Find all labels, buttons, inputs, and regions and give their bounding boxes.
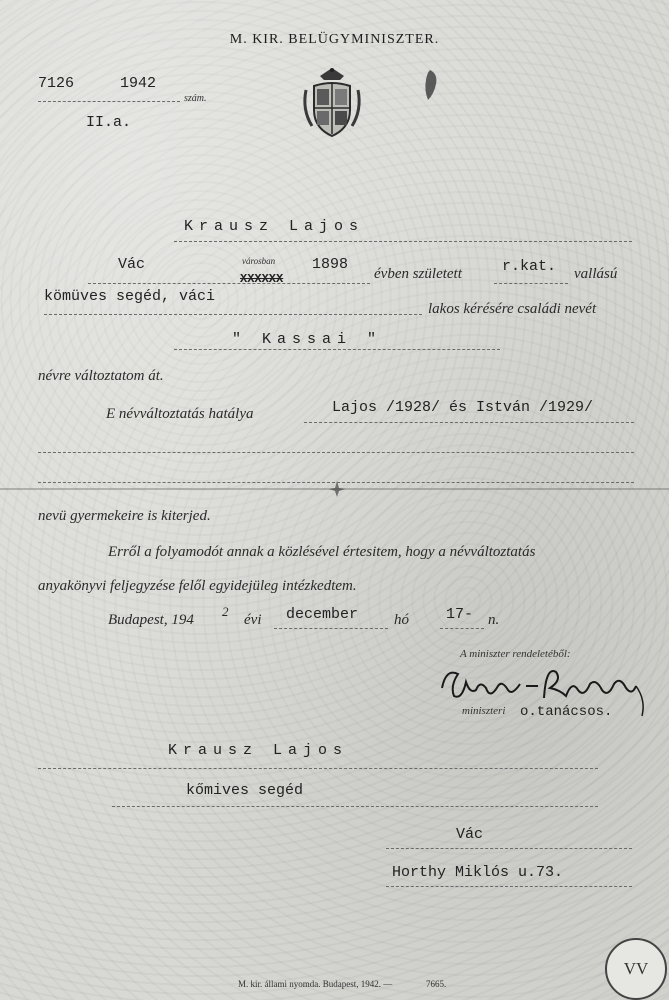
birth-place: Vác — [118, 256, 146, 273]
coat-of-arms-emblem — [300, 66, 364, 140]
evi-label: évi — [244, 612, 262, 628]
change-label: névre változtatom át. — [38, 368, 164, 384]
n-label: n. — [488, 612, 500, 628]
order-label: A miniszter rendeletéből: — [460, 648, 571, 660]
notice-line-1: Erről a folyamodót annak a közlésével értesitem, hogy a névváltoztatás — [108, 544, 536, 560]
religion: r.kat. — [502, 258, 557, 275]
archive-stamp-text: VV — [623, 959, 649, 978]
occupation-residence: kömüves segéd, váci — [44, 288, 216, 305]
date-city-prefix: Budapest, 194 — [108, 612, 194, 628]
children-names: Lajos /1928/ és István /1929/ — [332, 399, 594, 416]
birth-year: 1898 — [312, 256, 349, 273]
birth-line — [88, 283, 370, 284]
month-line — [274, 628, 388, 629]
address-name-line — [38, 768, 598, 769]
reference-year: 1942 — [120, 75, 157, 92]
ho-label: hó — [394, 612, 409, 628]
new-family-name: " Kassai " — [232, 331, 383, 348]
reference-line — [38, 101, 180, 102]
new-name-line — [174, 349, 500, 350]
religion-line — [494, 283, 568, 284]
signer-title: o.tanácsos. — [520, 704, 613, 720]
date-day: 17- — [446, 606, 474, 623]
address-name: Krausz Lajos — [168, 742, 349, 759]
date-month: december — [286, 606, 359, 623]
born-label: évben született — [374, 266, 462, 282]
occupation-line — [44, 314, 422, 315]
ministerial-label: miniszteri — [462, 705, 506, 717]
day-line — [440, 628, 484, 629]
children-line — [304, 422, 634, 423]
blank-line-1 — [38, 452, 634, 453]
children-extend-label: nevü gyermekeire is kiterjed. — [38, 508, 211, 524]
reference-number: 7126 — [38, 75, 75, 92]
address-street: Horthy Miklós u.73. — [392, 864, 564, 881]
applicant-name: Krausz Lajos — [184, 218, 365, 235]
address-occupation: kőmives segéd — [186, 782, 304, 799]
address-city-line — [386, 848, 632, 849]
print-number: 7665. — [426, 979, 447, 989]
address-street-line — [386, 886, 632, 887]
ink-mark — [422, 68, 444, 102]
punch-mark — [328, 480, 346, 498]
archive-stamp-logo — [605, 938, 667, 1000]
residence-label: lakos kérésére családi nevét — [428, 301, 597, 317]
department-code: II.a. — [86, 114, 132, 131]
address-city: Vác — [456, 826, 484, 843]
date-year-digit: 2 — [222, 604, 229, 619]
vallasu-label: vallású — [574, 266, 618, 282]
notice-line-2: anyakönyvi feljegyzése felől egyidejüleg intézkedtem. — [38, 578, 357, 594]
szam-label: szám. — [184, 93, 207, 104]
name-line — [174, 241, 632, 242]
effect-label: E névváltoztatás hatálya — [106, 406, 254, 422]
document-title: M. KIR. BELÜGYMINISZTER. — [229, 32, 440, 47]
struck-text: XXXXXX — [240, 272, 284, 286]
varosban-label: városban — [242, 256, 276, 266]
printer-line: M. kir. állami nyomda. Budapest, 1942. — — [238, 979, 393, 989]
address-occupation-line — [112, 806, 598, 807]
